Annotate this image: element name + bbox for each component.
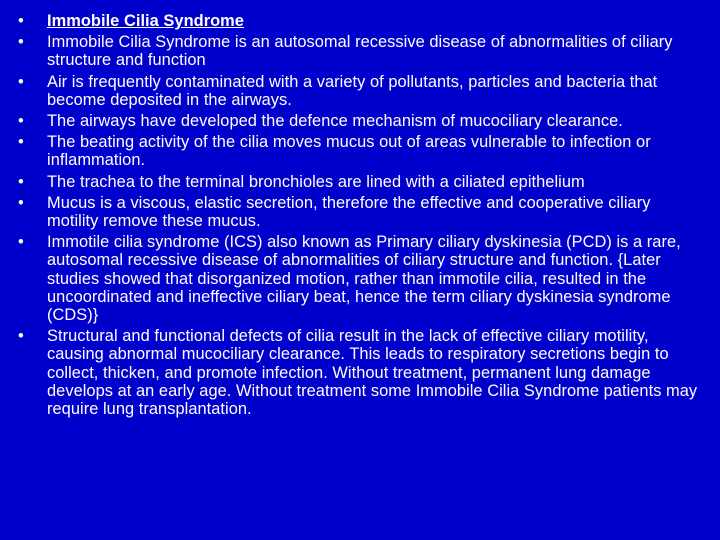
bullet-list (18, 12, 704, 418)
bullet-item (18, 133, 704, 169)
bullet-dot: • (18, 133, 24, 152)
bullet-text: The beating activity of the cilia moves mucus out of areas vulnerable to infection or inflammation. (47, 133, 651, 170)
bullet-text: Structural and functional defects of cilia result in the lack of effective ciliary motility, causing abnormal mucociliary clearance. This leads to respiratory secretions begin to collect, thicken, and promote infection. Without treatment, permanent lung damage develops at an early age. Without treatment some Immobile Cilia Syndrome patients may require lung transplantation. (47, 327, 698, 419)
bullet-item (18, 112, 704, 130)
bullet-dot: • (18, 233, 24, 252)
bullet-text: Air is frequently contaminated with a variety of pollutants, particles and bacteria that become deposited in the airways. (47, 72, 658, 109)
bullet-dot: • (18, 172, 24, 191)
bullet-dot: • (18, 327, 24, 346)
bullet-dot: • (18, 72, 24, 91)
bullet-item (18, 173, 704, 191)
bullet-dot: • (18, 193, 24, 212)
bullet-item (18, 327, 704, 418)
bullet-item-title (18, 12, 704, 30)
bullet-item (18, 233, 704, 324)
bullet-item (18, 194, 704, 230)
bullet-dot: • (18, 112, 24, 131)
bullet-text: Immotile cilia syndrome (ICS) also known as Primary ciliary dyskinesia (PCD) is a rare, autosomal recessive disease of abnormalities of ciliary structure and function. {Later studies showed that disorganized motion, rather than immotile cilia, resulted in the uncoordinated and ineffective ciliary beat, hence the term ciliary dyskinesia syndrome (CDS)} (47, 233, 681, 325)
bullet-dot: • (18, 33, 24, 52)
bullet-text: Immobile Cilia Syndrome is an autosomal recessive disease of abnormalities of ciliary structure and function (47, 33, 673, 70)
bullet-item (18, 73, 704, 109)
bullet-text: Mucus is a viscous, elastic secretion, therefore the effective and cooperative ciliary motility remove these mucus. (47, 193, 651, 231)
bullet-dot: • (18, 12, 24, 30)
bullet-text: The trachea to the terminal bronchioles are lined with a ciliated epithelium (47, 172, 585, 191)
bullet-text: The airways have developed the defence mechanism of mucociliary clearance. (47, 112, 623, 131)
slide-title: Immobile Cilia Syndrome (47, 12, 244, 30)
bullet-item (18, 33, 704, 69)
